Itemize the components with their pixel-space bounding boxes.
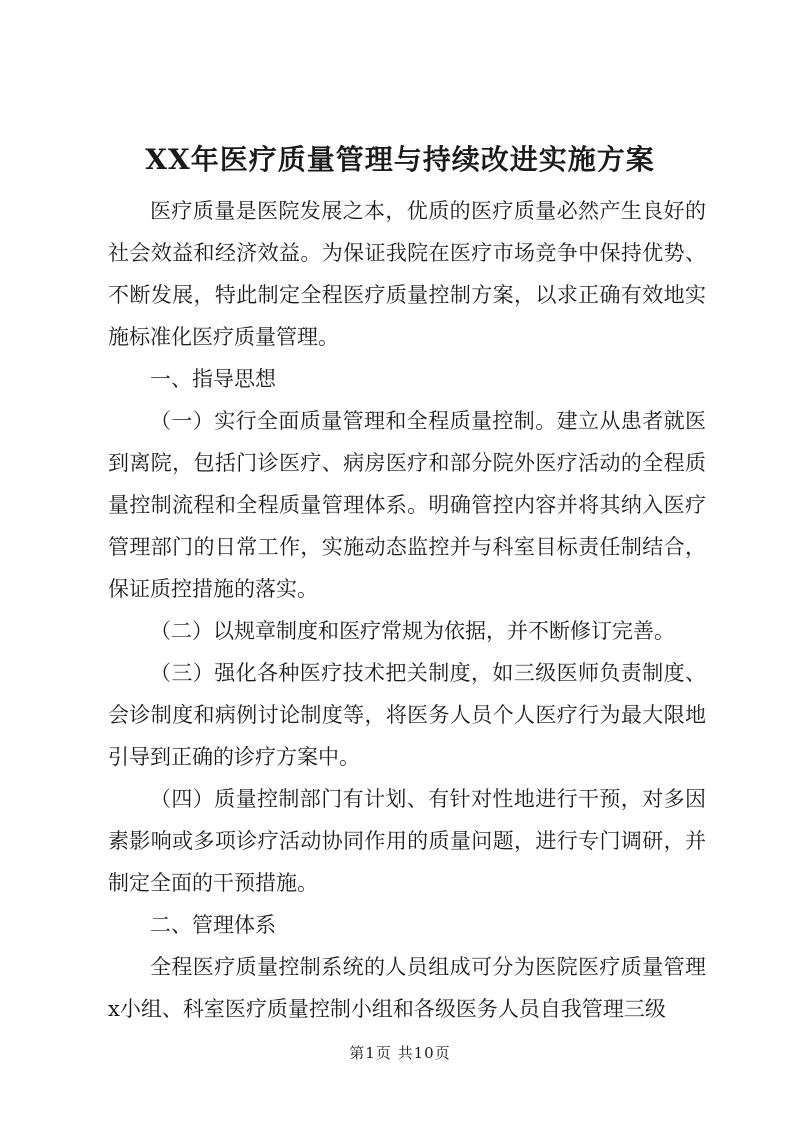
paragraph-item-2: （二）以规章制度和医疗常规为依据，并不断修订完善。 (150, 619, 675, 643)
paragraph-item-3: （三）强化各种医疗技术把关制度，如三级医师负责制度、会诊制度和病例讨论制度等，将医务人员个人医疗行为最大限地引导到正确的诊疗方案中。 (108, 661, 706, 769)
paragraph-item-4: （四）质量控制部门有计划、有针对性地进行干预，对多因素影响或多项诊疗活动协同作用的质量问题，进行专门调研，并制定全面的干预措施。 (108, 787, 706, 895)
document-title: XX年医疗质量管理与持续改进实施方案 (145, 143, 655, 176)
document-body (108, 190, 706, 1030)
section-heading-management-system: 二、管理体系 (150, 913, 276, 937)
section-heading-guiding-principles: 一、指导思想 (150, 367, 276, 391)
page-footer: 第1页 共10页 (349, 1044, 451, 1062)
paragraph-item-1: （一）实行全面质量管理和全程质量控制。建立从患者就医到离院，包括门诊医疗、病房医疗和部分院外医疗活动的全程质量控制流程和全程质量管理体系。明确管控内容并将其纳入医疗管理部门的日常工作，实施动态监控并与科室目标责任制结合，保证质控措施的落实。 (108, 409, 706, 601)
intro-paragraph: 医疗质量是医院发展之本，优质的医疗质量必然产生良好的社会效益和经济效益。为保证我院在医疗市场竞争中保持优势、不断发展，特此制定全程医疗质量控制方案，以求正确有效地实施标准化医疗质量管理。 (108, 199, 706, 349)
management-system-paragraph: 全程医疗质量控制系统的人员组成可分为医院医疗质量管理x小组、科室医疗质量控制小组和各级医务人员自我管理三级 (108, 955, 706, 1021)
